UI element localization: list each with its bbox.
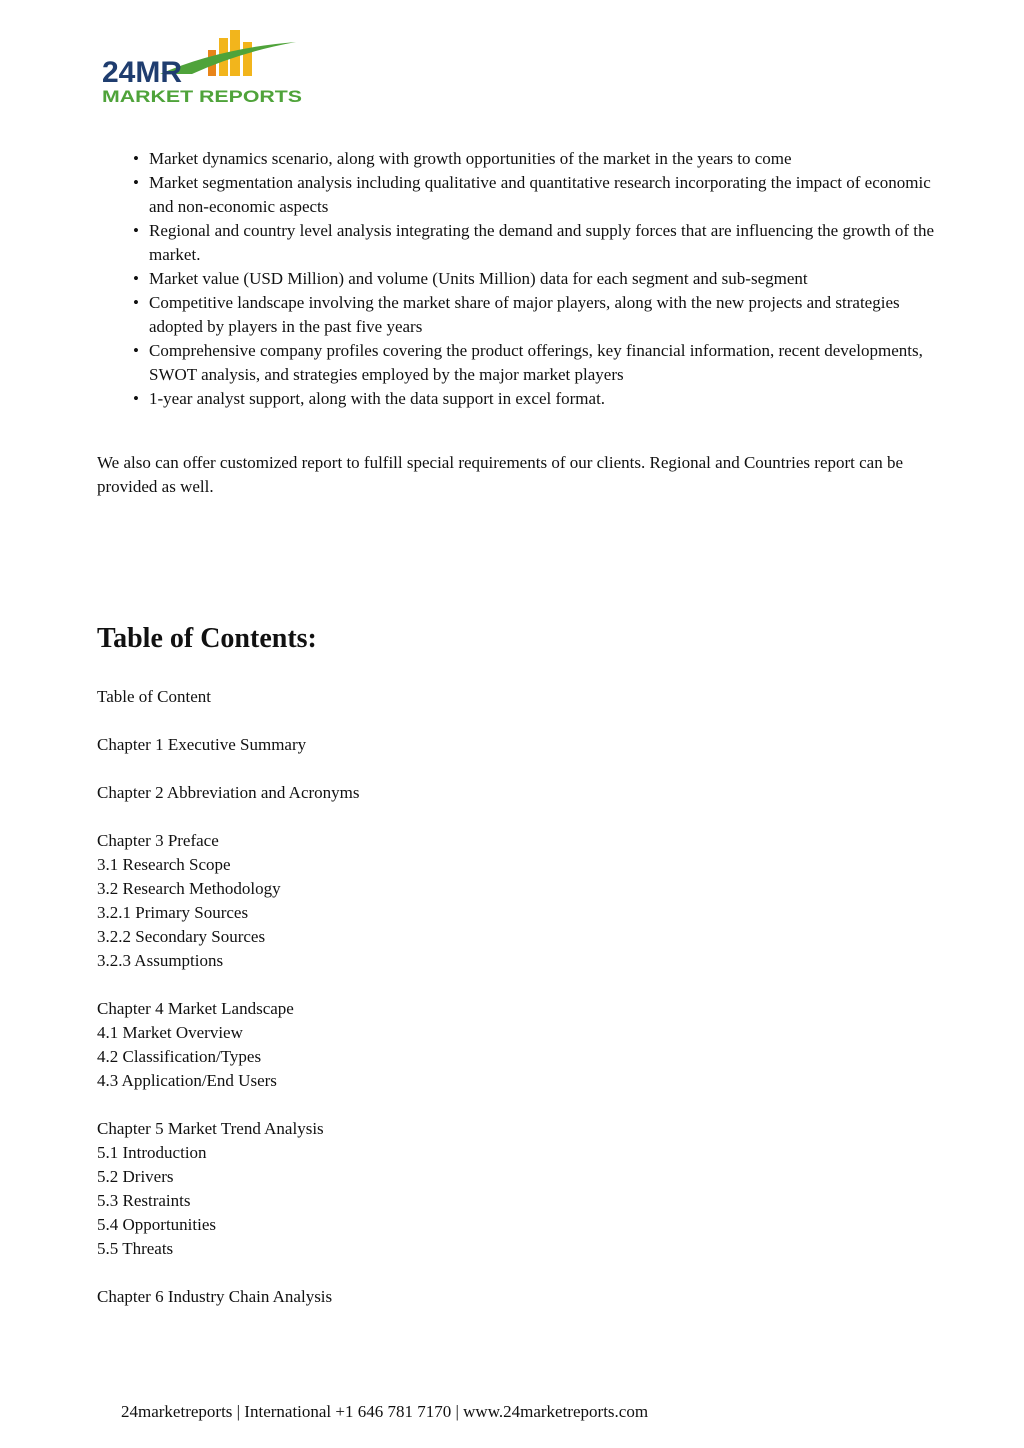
bullet-icon: •: [133, 173, 139, 192]
toc-entry: 3.2.1 Primary Sources: [97, 903, 249, 922]
page-footer: 24marketreports | International +1 646 781 7170 | www.24marketreports.com: [121, 1402, 649, 1421]
list-item: • Market value (USD Million) and volume (Units Million) data for each segment and sub-segment: [97, 267, 937, 291]
toc-group: [97, 781, 937, 805]
bullet-icon: •: [133, 149, 139, 168]
toc-entry: Chapter 3 Preface: [97, 831, 219, 850]
feature-bullet-list: [97, 147, 937, 411]
toc-entry: 3.2.2 Secondary Sources: [97, 927, 266, 946]
toc-entry: Chapter 4 Market Landscape: [97, 999, 294, 1018]
toc-group: [97, 685, 937, 709]
toc-entry: 5.1 Introduction: [97, 1143, 207, 1162]
customization-paragraph: We also can offer customized report to fulfill special requirements of our clients. Regional and Countries report can be provided as well.: [97, 453, 904, 496]
toc-entry: 3.2.3 Assumptions: [97, 951, 224, 970]
list-item: • Regional and country level analysis integrating the demand and supply forces that are influencing the growth of the market.: [133, 221, 935, 264]
toc-entry: 5.3 Restraints: [97, 1191, 191, 1210]
table-of-contents: [97, 685, 937, 1309]
bullet-icon: •: [133, 293, 139, 312]
company-logo: [100, 28, 305, 108]
toc-entry: 5.2 Drivers: [97, 1167, 174, 1186]
toc-entry: 4.3 Application/End Users: [97, 1071, 277, 1090]
toc-entry: 5.4 Opportunities: [97, 1215, 216, 1234]
toc-entry: Chapter 2 Abbreviation and Acronyms: [97, 783, 360, 802]
list-item: • Market segmentation analysis including qualitative and quantitative research incorporating the impact of economic and non-economic aspects: [133, 173, 931, 216]
toc-group: [97, 829, 937, 973]
toc-entry: Chapter 6 Industry Chain Analysis: [97, 1287, 333, 1306]
list-item: • Competitive landscape involving the market share of major players, along with the new projects and strategies adopted by players in the past five years: [133, 293, 900, 336]
logo-bar: [243, 42, 252, 76]
bullet-icon: •: [133, 269, 139, 288]
toc-group: [97, 733, 937, 757]
toc-entry: 4.2 Classification/Types: [97, 1047, 262, 1066]
bullet-icon: •: [133, 389, 139, 408]
toc-entry: Table of Content: [97, 687, 212, 706]
toc-entry: 5.5 Threats: [97, 1239, 174, 1258]
document-body: [97, 147, 937, 1333]
toc-entry: Chapter 5 Market Trend Analysis: [97, 1119, 324, 1138]
bullet-icon: •: [133, 341, 139, 360]
toc-group: [97, 1285, 937, 1309]
logo-line2: MARKET REPORTS: [102, 87, 302, 106]
toc-entry: 3.1 Research Scope: [97, 855, 231, 874]
toc-heading: Table of Contents:: [97, 623, 317, 654]
list-item: • Market dynamics scenario, along with growth opportunities of the market in the years to come: [97, 147, 937, 171]
bullet-icon: •: [133, 221, 139, 240]
list-item: • 1-year analyst support, along with the data support in excel format.: [97, 387, 937, 411]
logo-graphic: [100, 28, 305, 108]
toc-entry: Chapter 1 Executive Summary: [97, 735, 307, 754]
toc-group: [97, 1117, 937, 1261]
toc-entry: 4.1 Market Overview: [97, 1023, 243, 1042]
toc-entry: 3.2 Research Methodology: [97, 879, 281, 898]
toc-group: [97, 997, 937, 1093]
logo-line1: 24MR: [102, 56, 183, 89]
list-item: • Comprehensive company profiles covering the product offerings, key financial information, recent developments, SWOT analysis, and strategies employed by the major market players: [133, 341, 923, 384]
